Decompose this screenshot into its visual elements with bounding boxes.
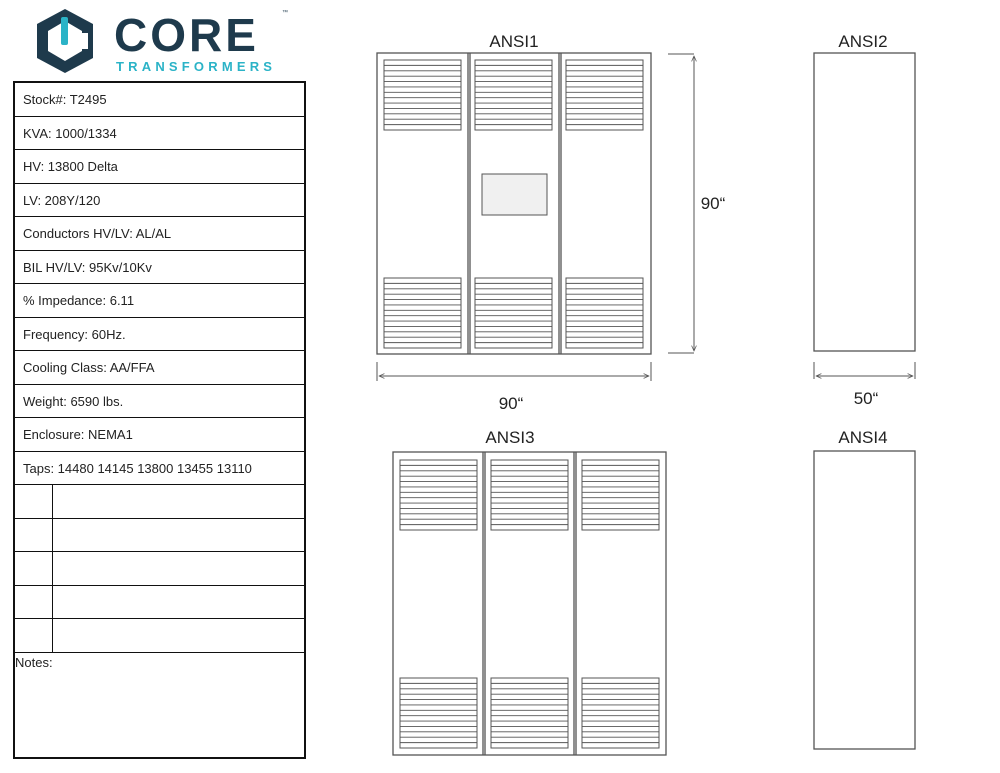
spec-kva: KVA: 1000/1334 [15, 117, 304, 151]
ansi1-width-dim: 90“ [498, 394, 524, 413]
ansi4-side-view [814, 428, 915, 749]
spec-hv: HV: 13800 Delta [15, 150, 304, 184]
ansi4-outline [814, 451, 915, 749]
louver-vent [491, 678, 568, 748]
spec-stock: Stock#: T2495 [15, 83, 304, 117]
louver-vent [582, 460, 659, 530]
ansi1-front-view [377, 32, 726, 413]
spec-conductors: Conductors HV/LV: AL/AL [15, 217, 304, 251]
louver-vent [384, 278, 461, 348]
spec-lv: LV: 208Y/120 [15, 184, 304, 218]
louver-vent [384, 60, 461, 130]
notes-label: Notes: [15, 654, 53, 670]
spec-frequency: Frequency: 60Hz. [15, 318, 304, 352]
spec-bil: BIL HV/LV: 95Kv/10Kv [15, 251, 304, 285]
logo-tagline: TRANSFORMERS [116, 59, 277, 74]
ansi2-label: ANSI2 [838, 32, 888, 51]
spec-enclosure: Enclosure: NEMA1 [15, 418, 304, 452]
spec-taps: Taps: 14480 14145 13800 13455 13110 [15, 452, 304, 486]
louver-vent [475, 60, 552, 130]
trademark-symbol: ™ [282, 10, 288, 16]
spec-weight: Weight: 6590 lbs. [15, 385, 304, 419]
ansi1-label: ANSI1 [489, 32, 539, 51]
louver-vent [491, 460, 568, 530]
louver-vent [400, 460, 477, 530]
ansi2-outline [814, 53, 915, 351]
louver-vent [475, 278, 552, 348]
ansi3-rear-view [393, 428, 666, 755]
ansi4-label: ANSI4 [838, 428, 888, 447]
logo-wordmark: CORE [114, 9, 259, 61]
louver-vent [566, 278, 643, 348]
louver-vent [582, 678, 659, 748]
ansi2-side-view [814, 32, 915, 408]
louver-vent [566, 60, 643, 130]
spec-impedance: % Impedance: 6.11 [15, 284, 304, 318]
ansi3-label: ANSI3 [485, 428, 535, 447]
nameplate [482, 174, 547, 215]
ansi1-height-dim: 90“ [700, 194, 726, 213]
louver-vent [400, 678, 477, 748]
spec-cooling: Cooling Class: AA/FFA [15, 351, 304, 385]
ansi2-depth-dim: 50“ [853, 389, 879, 408]
